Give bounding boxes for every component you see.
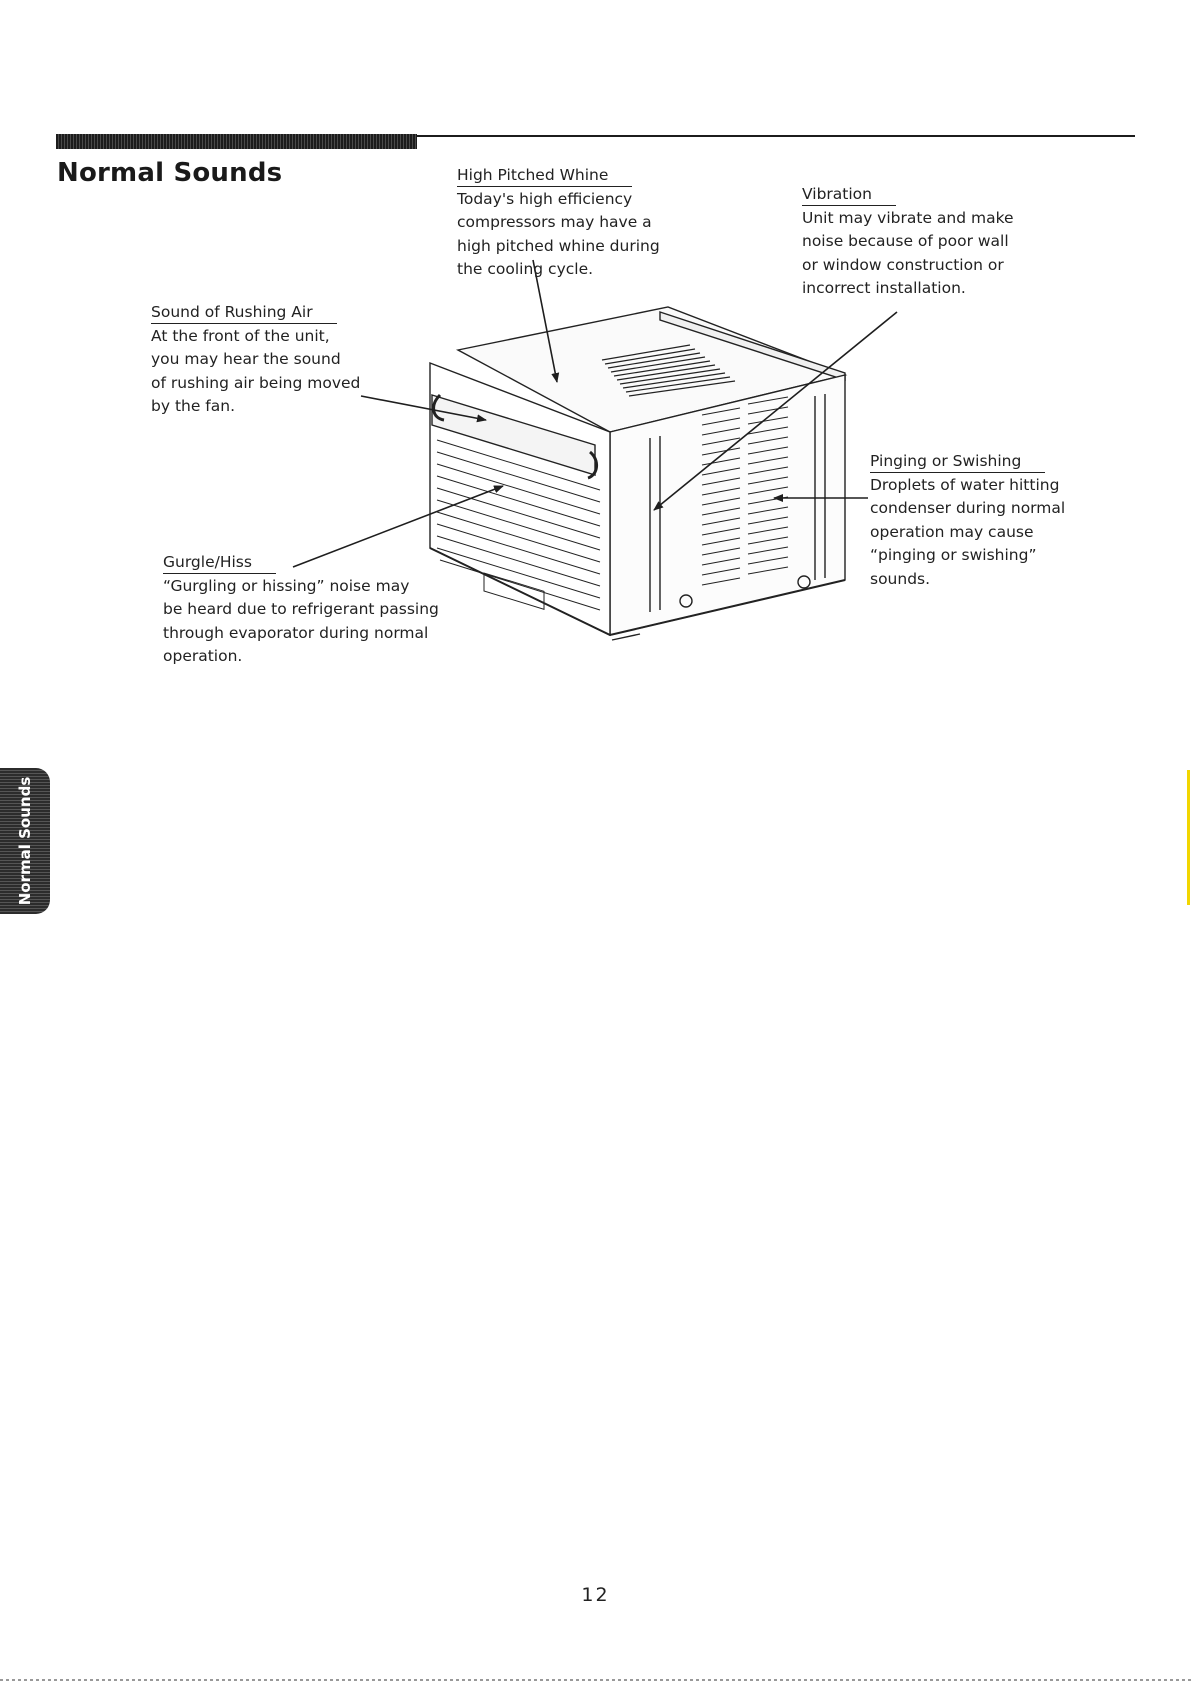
footer-rule (0, 1679, 1191, 1681)
callout-heading: Pinging or Swishing (870, 451, 1045, 473)
section-side-tab (0, 768, 50, 914)
callout-vibration (802, 183, 1014, 301)
callout-heading: Gurgle/Hiss (163, 552, 276, 574)
callout-heading: High Pitched Whine (457, 165, 632, 187)
callout-body: “Gurgling or hissing” noise may be heard due to refrigerant passing through evaporator during normal operation. (163, 576, 439, 665)
callout-body: At the front of the unit, you may hear the sound of rushing air being moved by the fan. (151, 326, 361, 415)
unit-drawing (430, 307, 845, 640)
side-tab-label: Normal Sounds (16, 776, 34, 906)
callout-heading: Sound of Rushing Air (151, 302, 337, 324)
callout-body: Unit may vibrate and make noise because of poor wall or window construction or incorrect installation. (802, 208, 1014, 297)
callout-heading: Vibration (802, 184, 896, 206)
callout-body: Droplets of water hitting condenser during normal operation may cause “pinging or swishing” sounds. (870, 475, 1066, 588)
page-title: Normal Sounds (57, 158, 283, 188)
callout-pinging-or-swishing (870, 450, 1065, 591)
callout-body: Today's high efficiency compressors may have a high pitched whine during the cooling cycle. (457, 189, 660, 278)
page-edge-marker (1187, 770, 1190, 905)
callout-gurgle-hiss (163, 551, 439, 669)
callout-high-pitched-whine (457, 164, 660, 282)
page-number: 12 (581, 1584, 610, 1606)
callout-sound-of-rushing-air (151, 301, 360, 419)
